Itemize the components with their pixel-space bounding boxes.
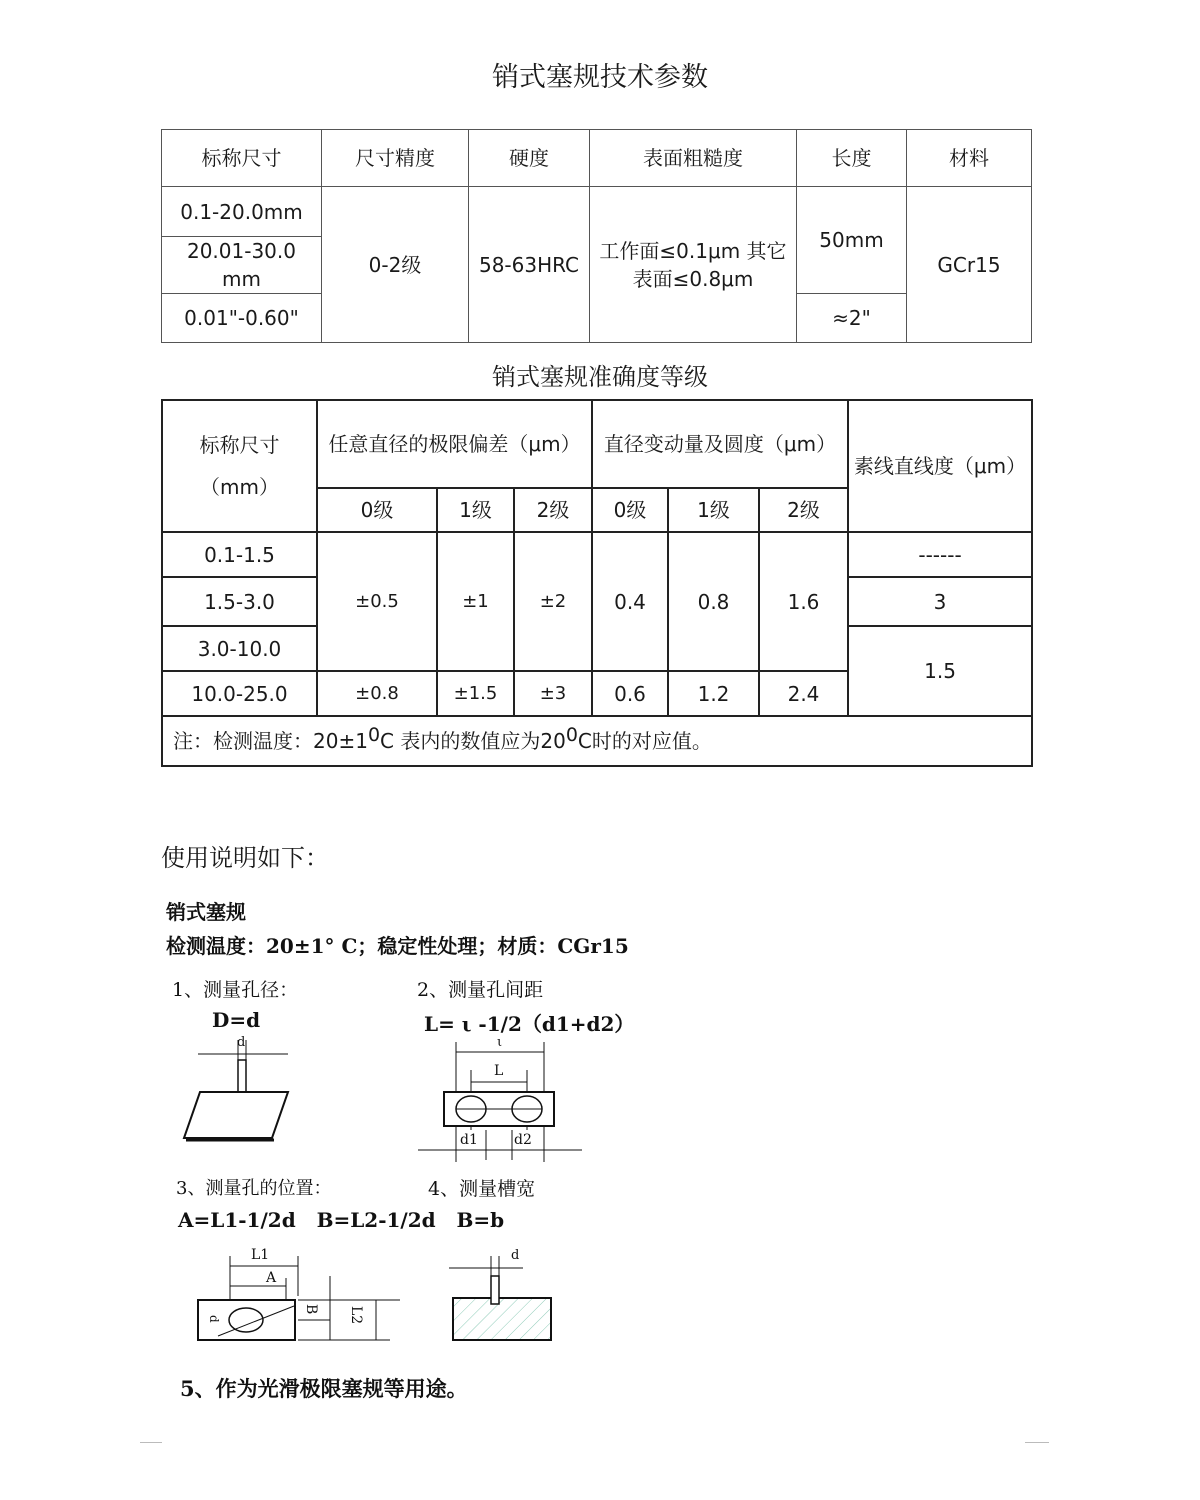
formula-3-4: A=L1-1/2d B=L2-1/2d B=b [178, 1208, 505, 1232]
accuracy-table [161, 399, 1033, 767]
header-length: 长度 [797, 130, 907, 187]
dim-d1-label: d1 [460, 1132, 478, 1148]
grade-header: 0级 [317, 488, 437, 532]
usage-conditions: 检测温度：20±1° C；稳定性处理；材质：CGr15 [166, 934, 629, 958]
deviation-cell: ±1 [437, 532, 514, 671]
precision-cell: 0-2级 [322, 187, 469, 343]
table-note [162, 716, 1032, 766]
spec-table-title: 销式塞规技术参数 [492, 62, 708, 93]
grade-header: 1级 [668, 488, 759, 532]
note-text: C 表内的数值应为20 [380, 729, 566, 753]
header-nominal-size: 标称尺寸（mm） [162, 400, 317, 532]
crop-mark [140, 1442, 162, 1443]
material-cell: GCr15 [907, 187, 1032, 343]
usage-intro: 使用说明如下： [161, 844, 329, 872]
dim-A-label: A [266, 1270, 277, 1286]
deviation-cell: ±0.5 [317, 532, 437, 671]
usage-item-2: 2、测量孔间距 [417, 979, 544, 1001]
spec-table [161, 129, 1032, 343]
deviation-cell: ±2 [514, 532, 592, 671]
deviation-cell: ±3 [514, 671, 592, 716]
dim-d-label: d [511, 1248, 520, 1263]
size-range-cell: 10.0-25.0 [162, 671, 317, 716]
accuracy-table-title: 销式塞规准确度等级 [492, 363, 708, 391]
straightness-cell: ------ [848, 532, 1032, 577]
variation-cell: 0.6 [592, 671, 668, 716]
variation-cell: 0.4 [592, 532, 668, 671]
note-superscript: 0 [367, 724, 381, 746]
deviation-cell: ±1.5 [437, 671, 514, 716]
header-roughness: 表面粗糙度 [590, 130, 797, 187]
grade-header: 2级 [514, 488, 592, 532]
dim-L2-label: L2 [348, 1306, 364, 1325]
hardness-cell: 58-63HRC [469, 187, 590, 343]
dim-d-label: d [237, 1035, 246, 1050]
size-range-cell: 1.5-3.0 [162, 577, 317, 626]
header-material: 材料 [907, 130, 1032, 187]
note-text: 注：检测温度：20±1 [173, 729, 368, 753]
length-metric-cell: 50mm [797, 187, 907, 294]
grade-header: 2级 [759, 488, 848, 532]
usage-item-4: 4、测量槽宽 [428, 1178, 536, 1200]
variation-cell: 2.4 [759, 671, 848, 716]
usage-heading: 销式塞规 [166, 900, 246, 924]
straightness-cell: 1.5 [848, 626, 1032, 716]
usage-item-1: 1、测量孔径： [172, 979, 299, 1001]
size-cell: 20.01-30.0 mm [162, 237, 322, 294]
slot-width-diagram [445, 1244, 560, 1344]
hole-spacing-diagram [414, 1030, 586, 1165]
formula-2: L= ι -1/2（d1+d2） [424, 1012, 635, 1036]
crop-mark [1025, 1442, 1049, 1443]
size-range-cell: 3.0-10.0 [162, 626, 317, 671]
header-precision: 尺寸精度 [322, 130, 469, 187]
header-nominal-size: 标称尺寸 [162, 130, 322, 187]
header-hardness: 硬度 [469, 130, 590, 187]
variation-cell: 1.6 [759, 532, 848, 671]
length-inch-cell: ≈2" [797, 294, 907, 343]
note-superscript: 0 [565, 724, 578, 746]
straightness-cell: 3 [848, 577, 1032, 626]
hole-diameter-diagram [180, 1032, 295, 1144]
size-cell: 0.01"-0.60" [162, 294, 322, 343]
header-diameter-variation: 直径变动量及圆度（μm） [592, 400, 848, 488]
dim-d-rotated-label: d [207, 1315, 221, 1323]
dim-d2-label: d2 [514, 1132, 532, 1148]
size-range-cell: 0.1-1.5 [162, 532, 317, 577]
dim-L-label: L [494, 1063, 504, 1079]
deviation-cell: ±0.8 [317, 671, 437, 716]
grade-header: 1级 [437, 488, 514, 532]
note-text: C时的对应值。 [577, 729, 712, 753]
dim-B-label: B [303, 1304, 319, 1315]
usage-item-3: 3、测量孔的位置： [176, 1178, 332, 1199]
header-limit-deviation: 任意直径的极限偏差（μm） [317, 400, 592, 488]
variation-cell: 0.8 [668, 532, 759, 671]
size-cell: 0.1-20.0mm [162, 187, 322, 237]
variation-cell: 1.2 [668, 671, 759, 716]
dim-L1-label: L1 [251, 1247, 270, 1263]
formula-1: D=d [212, 1008, 261, 1032]
dim-iota-label: ι [497, 1035, 503, 1050]
roughness-cell: 工作面≤0.1μm 其它表面≤0.8μm [590, 187, 797, 343]
hole-position-diagram [190, 1240, 410, 1350]
usage-item-5: 5、作为光滑极限塞规等用途。 [180, 1376, 468, 1401]
grade-header: 0级 [592, 488, 668, 532]
header-straightness: 素线直线度（μm） [848, 400, 1032, 532]
